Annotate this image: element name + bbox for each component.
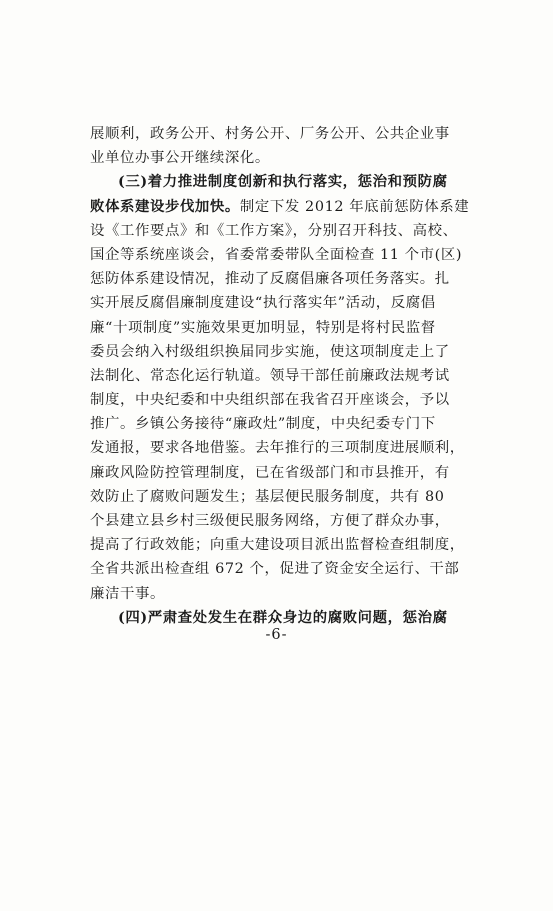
text-line — [90, 291, 450, 315]
text-line — [90, 170, 450, 194]
text-line — [90, 267, 450, 291]
text-segment: 惩防体系建设情况，推动了反腐倡廉各项任务落实。扎 — [90, 271, 450, 288]
text-segment: 实开展反腐倡廉制度建设“执行落实年”活动，反腐倡 — [90, 295, 436, 312]
text-line — [90, 388, 450, 412]
text-line — [90, 340, 450, 364]
text-line — [90, 533, 465, 557]
text-segment: 委员会纳入村级组织换届同步实施，使这项制度走上了 — [90, 343, 450, 360]
text-segment: 个县建立县乡村三级便民服务网络，方便了群众办事， — [90, 513, 450, 529]
page-number: -6- — [265, 627, 288, 643]
text-segment: 廉“十项制度”实施效果更加明显，特别是将村民监督 — [90, 319, 436, 336]
text-line — [90, 316, 450, 340]
bold-text-segment: (三)着力推进制度创新和执行落实，惩治和预防腐 — [118, 173, 448, 191]
text-line — [90, 195, 470, 219]
text-line — [90, 436, 465, 460]
text-segment: 廉洁干事。 — [90, 585, 165, 602]
text-segment: 推广。乡镇公务接待“廉政灶”制度，中央纪委专门下 — [90, 416, 436, 433]
text-line — [90, 461, 450, 485]
text-line — [90, 122, 450, 146]
text-segment: 廉政风险防控管理制度，已在省级部门和市县推开，有 — [90, 464, 450, 481]
body-text — [90, 122, 470, 630]
text-segment: 业单位办事公开继续深化。 — [90, 150, 270, 167]
text-segment: 提高了行政效能；向重大建设项目派出监督检查组制度， — [90, 537, 465, 554]
text-line — [90, 364, 450, 388]
text-line — [90, 582, 450, 606]
text-segment: 发通报，要求各地借鉴。去年推行的三项制度进展顺利， — [90, 440, 465, 457]
text-line — [90, 412, 450, 436]
text-line — [90, 219, 458, 243]
text-segment: 制定下发 2012 年底前惩防体系建 — [239, 198, 470, 215]
text-line — [90, 557, 460, 581]
text-segment: 法制化、常态化运行轨道。领导干部任前廉政法规考试 — [90, 367, 450, 384]
bold-text-segment: (四)严肃查处发生在群众身边的腐败问题，惩治腐 — [118, 608, 448, 626]
text-line — [90, 146, 450, 170]
text-line — [90, 243, 463, 267]
bold-text-segment: 败体系建设步伐加快。 — [90, 197, 240, 215]
text-segment: 展顺利，政务公开、村务公开、厂务公开、公共企业事 — [90, 126, 450, 142]
text-line — [90, 485, 450, 509]
text-line — [90, 509, 450, 533]
text-segment: 制度，中央纪委和中央组织部在我省召开座谈会，予以 — [90, 392, 450, 409]
text-segment: 设《工作要点》和《工作方案》，分别召开科技、高校、 — [90, 222, 458, 239]
text-segment: 全省共派出检查组 672 个，促进了资金安全运行、干部 — [90, 561, 460, 578]
text-segment: 效防止了腐败问题发生；基层便民服务制度，共有 80 — [90, 488, 445, 505]
text-segment: 国企等系统座谈会，省委常委带队全面检查 11 个市(区) — [90, 246, 463, 263]
